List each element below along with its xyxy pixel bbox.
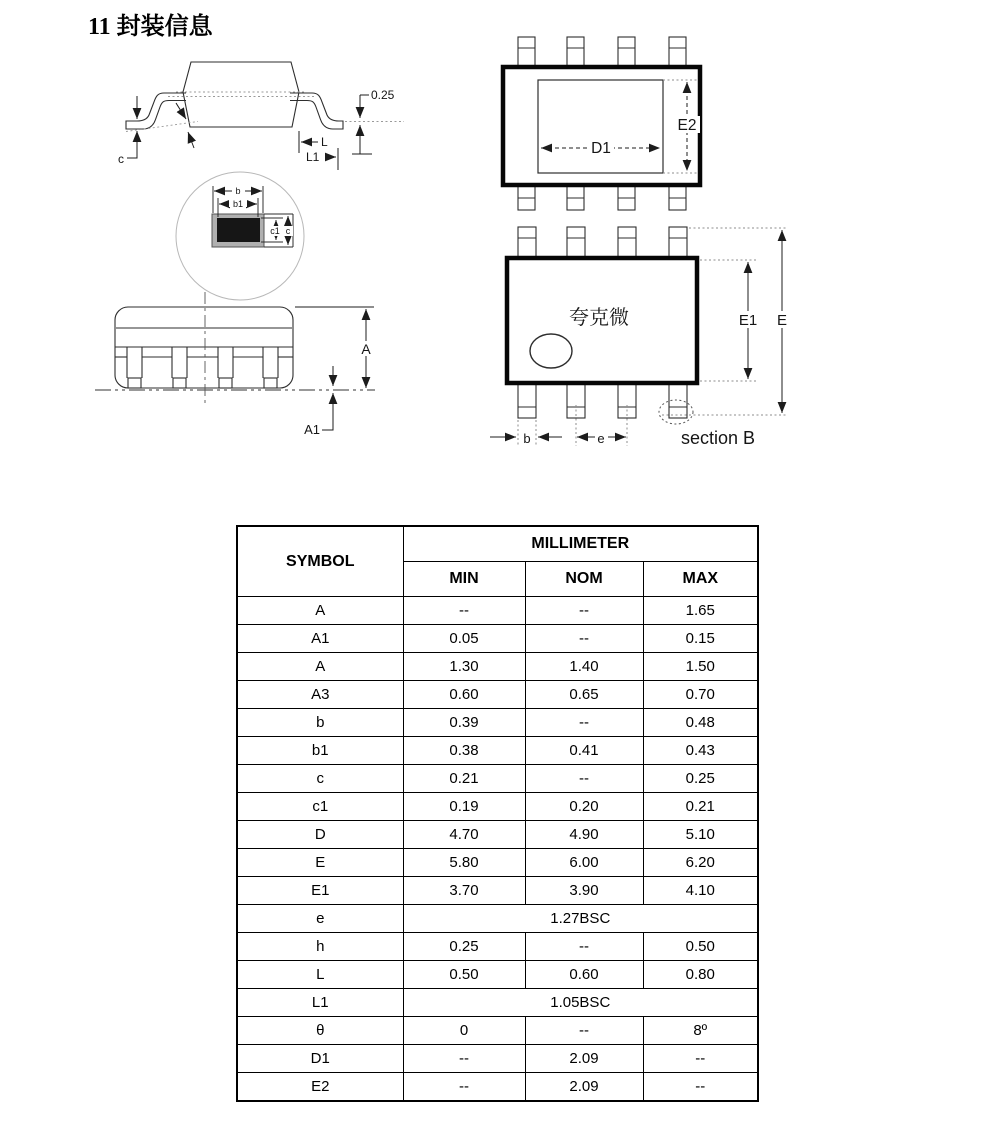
package-drawings [0,0,991,500]
table-row [237,597,758,625]
detail-label-c: c [285,226,291,236]
cell-nom: -- [525,597,643,625]
cell-max: 1.50 [643,653,758,681]
cell-min: 0.50 [403,961,525,989]
cell-nom: -- [525,625,643,653]
cell-min: 0.60 [403,681,525,709]
table-row [237,849,758,877]
cell-symbol: A [237,597,403,625]
cell-symbol: A [237,653,403,681]
dim-label-L: L [321,135,328,149]
dim-label-A: A [361,341,371,357]
cell-symbol: θ [237,1017,403,1045]
cell-max: 0.50 [643,933,758,961]
cell-min: 3.70 [403,877,525,905]
lead-core [217,218,260,242]
cell-min: 0.19 [403,793,525,821]
detail-label-b: b [235,186,241,196]
cell-symbol: h [237,933,403,961]
table-row [237,737,758,765]
cell-nom: -- [525,1017,643,1045]
table-row [237,793,758,821]
table-row [237,1073,758,1102]
cell-symbol: E [237,849,403,877]
dim-label-E1: E1 [738,312,758,329]
col-header-max: MAX [643,562,758,597]
cell-min: 0 [403,1017,525,1045]
cell-max: -- [643,1073,758,1102]
package-dimensions-table [236,525,759,1102]
table-header-row [237,526,758,562]
cell-max: 5.10 [643,821,758,849]
cell-nom: 4.90 [525,821,643,849]
package-outline-thick [503,67,700,185]
cell-min: -- [403,597,525,625]
cell-max: 0.80 [643,961,758,989]
bottom-view-drawing [503,37,700,210]
cell-max: 0.15 [643,625,758,653]
cell-nom: -- [525,933,643,961]
cell-symbol: D1 [237,1045,403,1073]
col-header-nom: NOM [525,562,643,597]
cell-min: 0.05 [403,625,525,653]
detail-label-c1: c1 [270,226,280,236]
dim-label-D1: D1 [591,140,611,157]
cell-symbol: c [237,765,403,793]
cell-symbol: e [237,905,403,933]
cell-max: 0.21 [643,793,758,821]
cell-min: -- [403,1073,525,1102]
cell-nom: 6.00 [525,849,643,877]
col-header-symbol: SYMBOL [237,526,403,597]
cell-max: 0.48 [643,709,758,737]
table-row [237,1045,758,1073]
cell-symbol: b [237,709,403,737]
cell-min: 0.21 [403,765,525,793]
col-header-unit: MILLIMETER [403,526,758,562]
cell-min: 5.80 [403,849,525,877]
dim-label-E: E [776,312,788,329]
table-row [237,877,758,905]
cell-nom: 2.09 [525,1045,643,1073]
cell-symbol: L1 [237,989,403,1017]
left-lead [126,93,186,129]
cell-max: 0.70 [643,681,758,709]
table-row [237,681,758,709]
cell-symbol: E2 [237,1073,403,1102]
cell-nom: 0.20 [525,793,643,821]
cell-symbol: D [237,821,403,849]
dim-label-e: e [597,431,605,446]
top-view-drawing [490,227,791,448]
detail-label-b1: b1 [232,199,244,209]
cell-min: 0.25 [403,933,525,961]
cell-nom: 2.09 [525,1073,643,1102]
side-view-drawing [118,62,404,170]
bottom-pins [518,185,686,210]
table-row [237,933,758,961]
cell-max: 0.43 [643,737,758,765]
cell-symbol: A3 [237,681,403,709]
cell-max: 6.20 [643,849,758,877]
cell-nom: 1.40 [525,653,643,681]
cell-symbol: c1 [237,793,403,821]
front-dimension-lines [295,307,374,430]
cell-nom: 0.41 [525,737,643,765]
table-row [237,961,758,989]
table-row [237,821,758,849]
cell-min: 0.39 [403,709,525,737]
cell-nom: 0.65 [525,681,643,709]
dim-label-A1: A1 [304,422,320,437]
cell-nom: -- [525,765,643,793]
dim-label-c: c [118,152,124,166]
top-pins [518,37,686,67]
cell-symbol: A1 [237,625,403,653]
dim-label-b: b [523,431,531,446]
cell-nom: 3.90 [525,877,643,905]
cell-nom: -- [525,709,643,737]
table-row [237,905,758,933]
cell-symbol: E1 [237,877,403,905]
cell-max: -- [643,1045,758,1073]
brand-mark: 夸克微 [569,307,629,329]
cell-symbol: b1 [237,737,403,765]
bottom-pins [518,383,687,418]
cell-max: 1.65 [643,597,758,625]
cell-span: 1.27BSC [403,905,758,933]
cell-span: 1.05BSC [403,989,758,1017]
cell-max: 4.10 [643,877,758,905]
cell-nom: 0.60 [525,961,643,989]
cell-max: 8º [643,1017,758,1045]
table-row [237,989,758,1017]
front-view-drawing [95,292,375,437]
cell-min: 0.38 [403,737,525,765]
lead-detail-drawing [176,172,304,300]
table-row [237,765,758,793]
table-row [237,1017,758,1045]
dim-label-L1: L1 [306,150,320,164]
section-b-label: section B [680,428,756,448]
page-title: 11 封装信息 [88,14,213,40]
cell-min: -- [403,1045,525,1073]
col-header-min: MIN [403,562,525,597]
cell-min: 4.70 [403,821,525,849]
cell-symbol: L [237,961,403,989]
cell-min: 1.30 [403,653,525,681]
dim-label-025: 0.25 [371,88,395,102]
cell-max: 0.25 [643,765,758,793]
table-row [237,653,758,681]
dim-label-E2: E2 [677,117,697,134]
top-pins [518,227,687,258]
table-row [237,625,758,653]
package-body-outline [183,62,299,127]
table-row [237,709,758,737]
